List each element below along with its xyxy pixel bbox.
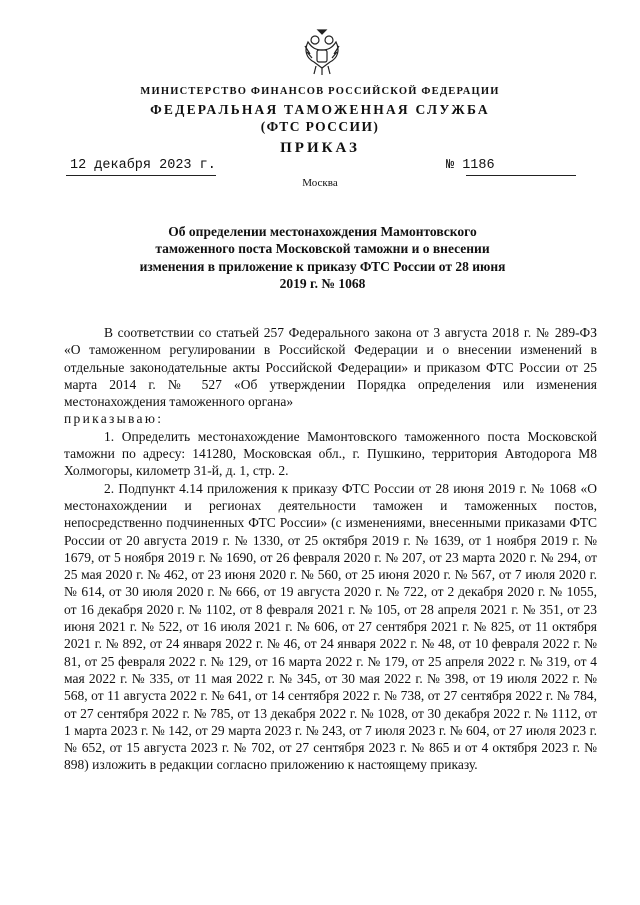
order-number: № 1186 (446, 158, 495, 173)
state-emblem-icon (302, 28, 342, 76)
document-title: Об определении местонахождения Мамонтовского таможенного поста Московской таможни и о внесении изменения в приложение к приказу ФТС России от 28 июня 2019 г. № 1068 (139, 224, 506, 291)
document-type: ПРИКАЗ (280, 140, 360, 156)
number-underline (466, 175, 576, 176)
service-name: ФЕДЕРАЛЬНАЯ ТАМОЖЕННАЯ СЛУЖБА (150, 102, 490, 117)
item-2: 2. Подпункт 4.14 приложения к приказу ФТС России от 28 июня 2019 г. № 1068 «О местонахождении и регионах деятельности таможен и таможенных постов, непосредственно подчиненных ФТС России» (с изменениями, внесенными приказами ФТС России от 20 августа 2019 г. № 1330, от 25 октября 2019 г. № 1639, от 1 ноября 2019 г. № 1679, от 5 ноября 2019 г. № 1690, от 26 февраля 2020 г. № 207, от 23 марта 2020 г. № 294, от 25 мая 2020 г. № 462, от 23 июня 2020 г. № 560, от 25 июня 2020 г. № 567, от 7 июля 2020 г. № 614, от 30 июля 2020 г. № 666, от 19 августа 2020 г. № 722, от 2 декабря 2020 г. № 1055, от 16 декабря 2020 г. № 1102, от 8 февраля 2021 г. № 105, от 28 апреля 2021 г. № 351, от 23 июня 2021 г. № 522, от 16 июля 2021 г. № 606, от 27 сентября 2021 г. № 825, от 11 октября 2021 г. № 892, от 24 января 2022 г. № 46, от 24 января 2022 г. № 48, от 10 февраля 2022 г. № 81, от 25 февраля 2022 г. № 129, от 16 марта 2022 г. № 179, от 25 апреля 2022 г. № 319, от 4 мая 2022 г. № 335, от 11 мая 2022 г. № 345, от 30 мая 2022 г. № 398, от 19 июля 2022 г. № 568, от 11 августа 2022 г. № 641, от 14 сентября 2022 г. № 738, от 27 сентября 2022 г. № 784, от 27 сентября 2022 г. № 785, от 13 декабря 2022 г. № 1028, от 30 декабря 2022 г. № 1112, от 1 марта 2023 г. № 142, от 29 марта 2023 г. № 243, от 7 июля 2023 г. № 604, от 27 июля 2023 г. № 652, от 15 августа 2023 г. № 702, от 27 сентября 2023 г. № 865 и от 4 октября 2023 г. № 898) изложить в редакции согласно приложению к настоящему приказу. (64, 480, 597, 773)
ministry-name: МИНИСТЕРСТВО ФИНАНСОВ РОССИЙСКОЙ ФЕДЕРАЦИИ (140, 86, 500, 97)
intro-paragraph (64, 324, 597, 428)
order-date: 12 декабря 2023 г. (70, 158, 216, 173)
intro-text: В соответствии со статьей 257 Федерального закона от 3 августа 2018 г. № 289-ФЗ «О таможенном регулировании в Российской Федерации и о внесении изменений в отдельные законодательные акты Российской Федерации» и приказом ФТС России от 25 марта 2014 г. № 527 «Об утверждении Порядка определения или изменения местонахождения таможенного органа» (64, 325, 597, 410)
date-underline (66, 175, 216, 176)
item-1: 1. Определить местонахождение Мамонтовского таможенного поста Московской таможни по адресу: 141280, Московская обл., г. Пушкино, территория Автодорога М8 Холмогоры, километр 31-й, д. 1, стр. 2. (64, 428, 597, 479)
city: Москва (302, 177, 338, 189)
service-abbreviation: (ФТС РОССИИ) (260, 119, 380, 134)
document-body (64, 324, 597, 774)
order-word: приказываю: (64, 411, 164, 427)
